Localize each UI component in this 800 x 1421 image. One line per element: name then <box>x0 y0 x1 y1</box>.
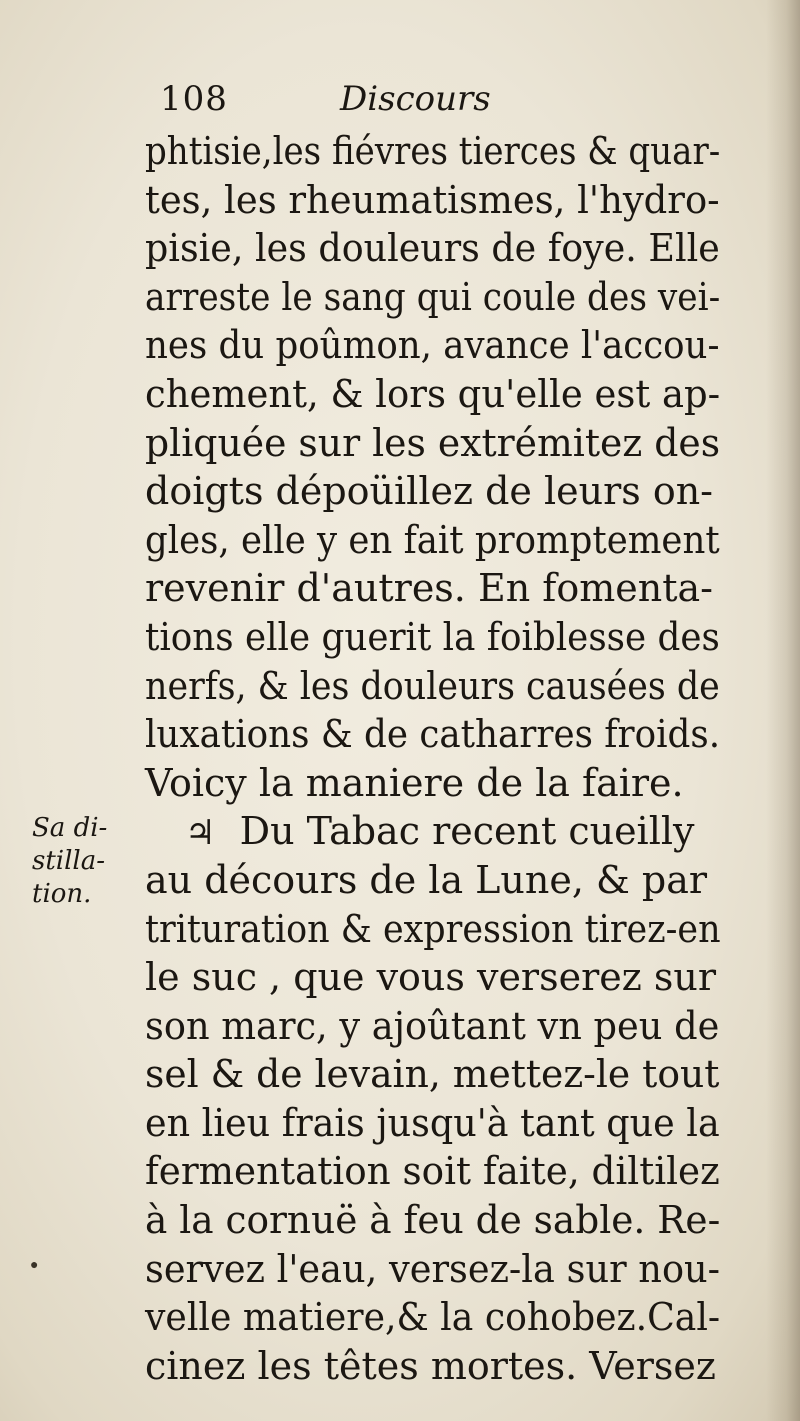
recipe-first-line <box>145 807 720 856</box>
page-header <box>160 74 580 124</box>
running-head: Discours <box>340 79 491 119</box>
text-line: velle matiere,& la cohobez.Cal- <box>145 1295 721 1340</box>
margin-note-line: stilla- <box>32 846 106 876</box>
text-line: fermentation soit faite, diltilez <box>145 1149 720 1194</box>
margin-mark-icon: ● <box>30 1258 39 1273</box>
page-number: 108 <box>160 79 228 119</box>
text-line: phtisie,les fiévres tierces & quar- <box>145 129 721 173</box>
body-text <box>145 127 720 1390</box>
text-line: tions elle guerit la foiblesse des <box>145 614 720 659</box>
recipe-first-line-text: Du Tabac recent cueilly <box>239 809 695 854</box>
recipe-sign-icon: ♃ <box>185 813 216 854</box>
text-line: sel & de levain, mettez-le tout <box>145 1052 720 1097</box>
text-line: chement, & lors qu'elle est ap- <box>145 371 721 416</box>
text-line: en lieu frais jusqu'à tant que la <box>145 1100 720 1145</box>
text-line: servez l'eau, versez-la sur nou- <box>145 1246 721 1291</box>
text-line: Voicy la maniere de la faire. <box>145 760 684 805</box>
text-line: pliquée sur les extrémitez des <box>145 420 721 465</box>
text-line: pisie, les douleurs de foye. Elle <box>145 226 720 271</box>
margin-note-line: Sa di- <box>32 813 108 843</box>
text-line: gles, elle y en fait promptement <box>145 517 720 562</box>
text-line: le suc , que vous verserez sur <box>145 955 716 1000</box>
text-line: nerfs, & les douleurs causées de <box>145 663 720 708</box>
text-line: nes du poûmon, avance l'accou- <box>145 323 720 368</box>
text-line: tes, les rheumatismes, l'hydro- <box>145 177 720 222</box>
text-line: cinez les têtes mortes. Versez <box>145 1343 716 1388</box>
text-line: doigts dépoüillez de leurs on- <box>145 469 714 514</box>
text-line: trituration & expression tirez-en <box>145 906 721 951</box>
text-line: à la cornuë à feu de sable. Re- <box>145 1198 721 1243</box>
page-gutter-shadow <box>766 0 800 1421</box>
margin-note-line: tion. <box>32 879 92 909</box>
text-line: au décours de la Lune, & par <box>145 857 708 902</box>
text-line: luxations & de catharres froids. <box>145 712 721 757</box>
margin-note <box>32 812 142 911</box>
text-line: arreste le sang qui coule des vei- <box>145 274 721 319</box>
text-line: son marc, y ajoûtant vn peu de <box>145 1003 720 1048</box>
text-line: revenir d'autres. En fomenta- <box>145 566 713 611</box>
